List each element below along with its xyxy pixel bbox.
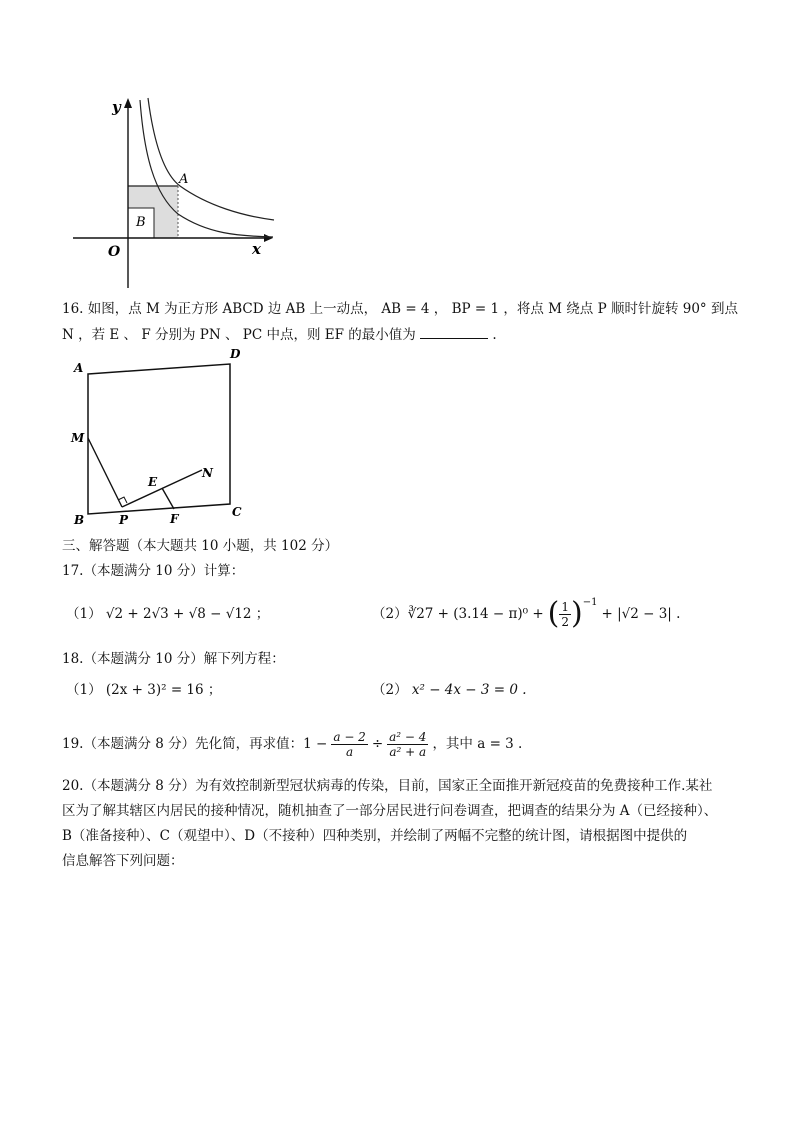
exponent: −1 bbox=[582, 597, 598, 608]
label-d: D bbox=[230, 347, 241, 361]
q20-line2: 区为了解其辖区内居民的接种情况，随机抽查了一部分居民进行问卷调查，把调查的结果分为 A（已经接种）、 bbox=[62, 803, 718, 819]
q17-part2-expr-b: + |√2 − 3| . bbox=[601, 606, 681, 622]
y-axis-arrow bbox=[124, 98, 132, 108]
q16-line2-end: . bbox=[492, 327, 497, 343]
label-n: N bbox=[202, 466, 213, 480]
q19-fraction2-den: a² + a bbox=[389, 744, 427, 759]
label-b: B bbox=[74, 513, 85, 527]
segment-ef bbox=[162, 488, 174, 509]
q17-part1-expr: √2 + 2√3 + √8 − √12 ； bbox=[105, 606, 270, 622]
label-e: E bbox=[148, 475, 158, 489]
q17-heading: 17.（本题满分 10 分）计算： bbox=[62, 563, 245, 579]
q18-heading: 18.（本题满分 10 分）解下列方程： bbox=[62, 651, 285, 667]
q16-line2-text: N ，若 E 、 F 分别为 PN 、 PC 中点，则 EF 的最小值为 bbox=[62, 327, 416, 343]
q19-fraction2 bbox=[387, 730, 428, 759]
label-p: P bbox=[119, 513, 129, 527]
hyperbola-figure bbox=[68, 94, 278, 290]
section-heading: 三、解答题（本大题共 10 小题，共 102 分） bbox=[62, 538, 339, 554]
left-paren: ( bbox=[547, 596, 560, 631]
q17-part2-expr-a: ∛27 + (3.14 − π)⁰ + bbox=[407, 606, 544, 622]
q18-part2-expr: x² − 4x − 3 = 0 . bbox=[411, 682, 527, 698]
q18-part1-expr: (2x + 3)² = 16 ； bbox=[105, 682, 222, 698]
q19-fraction1 bbox=[331, 730, 367, 759]
q19 bbox=[62, 722, 522, 766]
label-a: A bbox=[74, 361, 84, 375]
q17-part1-label: （1） bbox=[66, 606, 102, 622]
q18-part1-label: （1） bbox=[66, 682, 102, 698]
half-fraction bbox=[559, 600, 571, 629]
q16-line2 bbox=[62, 325, 497, 344]
answer-blank[interactable] bbox=[420, 325, 488, 339]
q20-line1: 20.（本题满分 8 分）为有效控制新型冠状病毒的传染，目前，国家正全面推开新冠疫苗的免费接种工作.某社 bbox=[62, 778, 713, 794]
q19-condition: ，其中 a = 3 . bbox=[432, 736, 523, 752]
label-c: C bbox=[232, 505, 242, 519]
square-abcd bbox=[88, 364, 230, 514]
divide-sign: ÷ bbox=[371, 736, 384, 752]
q16-line1: 16. 如图，点 M 为正方形 ABCD 边 AB 上一动点， AB = 4 ， BP = 1 ，将点 M 绕点 P 顺时针旋转 90° 到点 bbox=[62, 301, 738, 317]
q17-part1 bbox=[66, 605, 269, 623]
q18-part1 bbox=[66, 681, 221, 699]
label-m: M bbox=[71, 431, 85, 445]
point-a-label: A bbox=[179, 172, 189, 187]
square-figure bbox=[66, 346, 256, 532]
fraction-denominator: 2 bbox=[561, 614, 570, 629]
q19-fraction1-den: a bbox=[346, 744, 354, 759]
label-f: F bbox=[170, 512, 179, 526]
q20-line3: B（准备接种）、C（观望中）、D（不接种）四种类别，并绘制了两幅不完整的统计图，请根据图中提供的 bbox=[62, 828, 688, 844]
q17-part2-label: （2） bbox=[372, 606, 408, 622]
fraction-numerator: 1 bbox=[561, 599, 570, 614]
q19-fraction1-num: a − 2 bbox=[333, 729, 366, 744]
x-label: x bbox=[252, 240, 261, 258]
origin-label: O bbox=[108, 244, 121, 260]
y-label: y bbox=[112, 98, 121, 116]
q20-line4: 信息解答下列问题： bbox=[62, 853, 184, 869]
q18-part2 bbox=[372, 681, 527, 699]
q19-text: 19.（本题满分 8 分）先化简，再求值：1 − bbox=[62, 736, 328, 752]
q17-part2 bbox=[372, 592, 680, 636]
q19-fraction2-num: a² − 4 bbox=[389, 729, 427, 744]
segment-mp bbox=[88, 438, 122, 507]
point-b-label: B bbox=[136, 215, 146, 230]
x-axis-arrow bbox=[264, 234, 273, 242]
q18-part2-label: （2） bbox=[372, 682, 408, 698]
right-paren: ) bbox=[571, 596, 583, 631]
